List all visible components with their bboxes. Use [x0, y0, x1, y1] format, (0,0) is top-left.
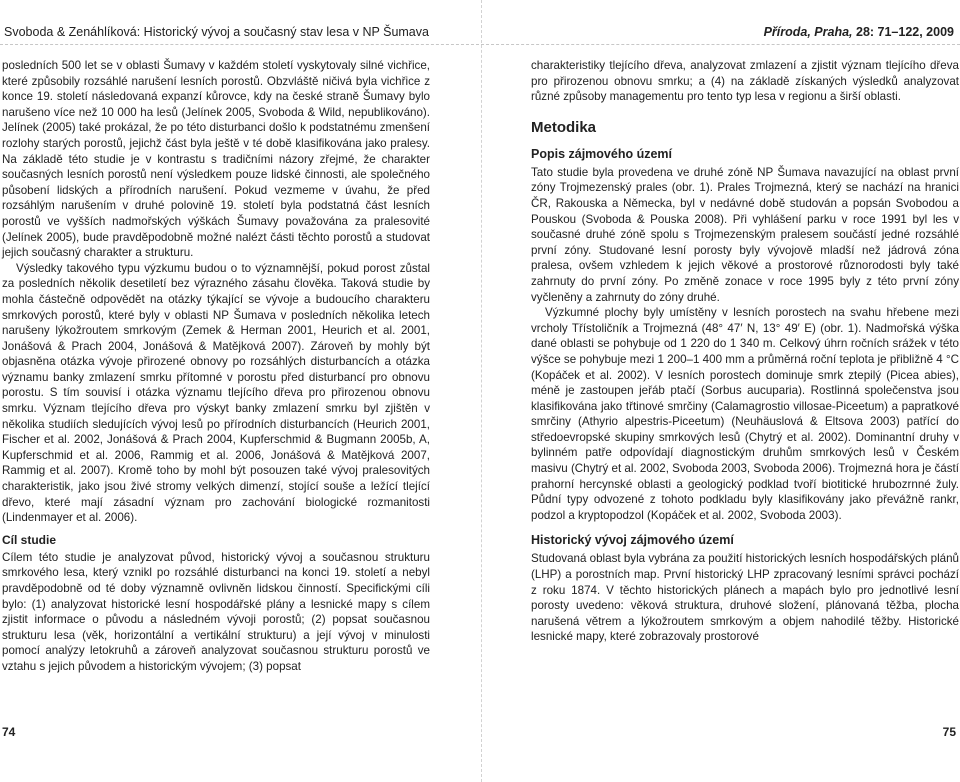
right-page-column [531, 58, 959, 645]
paragraph: Cílem této studie je analyzovat původ, historický vývoj a současnou strukturu smrkového lesa, který vznikl po rozsáhlé disturbanci na konci 19. století a nebyl pravděpodobně od té doby významně ovlivněn lidskou činností. Specifickými cíli bylo: (1) analyzovat historické lesní hospodářské plány a lesnické mapy s cílem zjistit informace o původu a následném vývoji porostů; (2) popsat současnou strukturu lesa (věk, horizontální a vertikální strukturu) a její vývoj v minulosti pomocí analýzy letokruhů a zároveň analyzovat současnou strukturu porostů ve vztahu s jejich původem a historickým vývojem; (3) popsat [2, 550, 430, 673]
section-heading-methods: Metodika [531, 118, 597, 136]
paragraph: Tato studie byla provedena ve druhé zóně NP Šumava navazující na oblast první zóny Trojmezenský prales (obr. 1). Prales Trojmezná, který se nachází na hranici ČR, Rakouska a Německa, byl v nedávné době studován a popsán Svobodou a Pouskou (Svoboda & Pouska 2008). Při vyhlášení parku v roce 1991 byl les v současné druhé zóně spolu s Trojmezenským pralesem součástí jedné rozsáhlé první zóny. Studované lesní porosty byly vývojově mladší než jádrová zóna pralesa, ovšem vzhledem k jejich věkové a prostorové různorodosti byly také zahrnuty do první zóny. Po změně zonace v roce 1995 byly z této první zóny vyčleněny a zahrnuty do zóny druhé. [531, 165, 959, 304]
running-header [0, 0, 960, 46]
paragraph: Výzkumné plochy byly umístěny v lesních porostech na svahu hřebene mezi vrcholy Třístoličník a Trojmezná (48° 47′ N, 13° 49′ E) (obr. 1). Nadmořská výška dané oblasti se pohybuje od 1 220 do 1 340 m. Celkový úhrn ročních srážek v této výšce se pohybuje mezi 1 200–1 400 mm a průměrná roční teplota je přibližně 4 °C (Kopáček et al. 2002). V lesních porostech dominuje smrk ztepilý (Picea abies), méně je zastoupen jeřáb ptačí (Sorbus aucuparia). Rostlinná společenstva jsou klasifikována jako třtinové smrčiny (Calamagrostio villosae-Piceetum) a papratkové smrčiny (Athyrio alpestris-Piceetum) (Neuhäuslová & Eltsova 2003) patřící do středoevropské skupiny smrkových lesů (Chytrý et al. 2002). Dominantní druhy v bylinném patře odpovídají diagnostickým druhům smrkových lesů v Českém masivu (Chytrý et al. 2002, Svoboda 2003, Svoboda 2006). Trojmezná hora je částí prahorní hercynské oblasti a geologický podklad tvoří biotitické hrubozrnné žuly. Půdní typy odvozené z tohoto podkladu byly klasifikovány jako převážně rankr, podzol a kryptopodzol (Kopáček et al. 2002, Svoboda 2003). [531, 306, 959, 522]
paragraph: charakteristiky tlejícího dřeva, analyzovat zmlazení a zjistit význam tlejícího dřeva pro přirozenou obnovu smrku; a (4) na základě získaných výsledků analyzovat různé způsoby managementu pro tento typ lesa v regionu a širší oblasti. [531, 59, 959, 104]
page-gutter [481, 0, 482, 782]
page-number-right: 75 [942, 725, 956, 739]
paragraph: posledních 500 let se v oblasti Šumavy v každém století vyskytovaly silné vichřice, které způsobily rozsáhlé narušení lesních porostů. Obzvláště ničivá byla vichřice z konce 19. století následovaná expanzí kůrovce, kdy na české straně Šumavy bylo narušeno více než 10 000 ha lesů (Jelínek 2005, Svoboda & Wild, nepublikováno). Jelínek (2005) také prokázal, že po této disturbanci došlo k podstatnému zmenšení rozlohy starých porostů, jejichž část byla ještě v té době klasifikována jako pralesy. Na základě této studie je v kontrastu s tradičními názory zřejmé, že charakter současných lesních porostů není výsledkem pouze lidské činnosti, ale společného působení lidských a přírodních narušení. Pokud vezmeme v úvahu, že před rozsáhlým narušením v druhé polovině 19. století byla podstatná část lesních porostů ve vyšších nadmořských výškách Šumavy považována za pralesovité (Jelínek 2005), bude pravděpodobně možné nalézt části těchto porostů a studovat jejich současný charakter a strukturu. [2, 59, 430, 260]
paragraph: Výsledky takového typu výzkumu budou o to významnější, pokud porost zůstal za posledních několik desetiletí bez výrazného zásahu člověka. Taková studie by mohla částečně odpovědět na otázky týkající se vývoje a budoucího charakteru smrkových porostů, které byly v oblasti NP Šumava v posledních několika letech narušeny lýkožroutem smrkovým (Zemek & Herman 2001, Heurich et al. 2001, Jonášová & Prach 2004, Jonášová & Matějková 2007). Zároveň by mohly být objasněna otázka vývoje přirozené obnovy po rozsáhlých disturbancích a otázka významu banky zmlazení smrku přítomné v porostu před disturbancí pro obnovu porostu. S tím souvisí i otázka významu tlejícího dřeva pro přirozenou obnovu smrku. Význam tlejícího dřeva pro výskyt banky zmlazení smrku byl zjištěn v několika studiích sledujících vývoj lesů po přírodních disturbancích (Heurich 2001, Fischer et al. 2002, Jonášová & Prach 2004, Kupferschmid & Bugmann 2005b, A, Kupferschmid et al. 2006, Rammig et al. 2006, Jonášová & Matějková 2007, Rammig et al. 2007). Kromě toho by mohl být posouzen také vývoj pralesovitých charakteristik, jako jsou živé stromy velkých dimenzí, stojící souše a ležící tlející dřevo, které mají zásadní význam pro zachování biologické rozmanitosti (Lindenmayer et al. 2006). [2, 261, 430, 525]
journal-issue: 28: 71–122, 2009 [852, 25, 954, 39]
subsection-heading-area: Popis zájmového území [531, 146, 673, 161]
running-title: Svoboda & Zenáhlíková: Historický vývoj a současný stav lesa v NP Šumava [4, 25, 429, 39]
journal-name: Příroda, Praha, [763, 25, 853, 39]
journal-citation [764, 25, 954, 39]
paragraph: Studovaná oblast byla vybrána za použití historických lesních hospodářských plánů (LHP) a porostních map. První historický LHP zpracovaný lesními správci pochází z roku 1874. V těchto historických plánech a mapách bylo pro jednotlivé lesní porosty uvedeno: věková struktura, druhové složení, plánovaná těžba, plocha narušená větrem a lýkožroutem smrkovým a objem nahodilé těžby. Historické lesnické mapy, které zobrazovaly prostorové [531, 552, 959, 644]
header-rule [0, 44, 960, 45]
page-number-left: 74 [2, 725, 16, 739]
left-page-column [2, 58, 430, 675]
subsection-heading-history: Historický vývoj zájmového území [531, 533, 734, 548]
section-heading-goal: Cíl studie [2, 532, 57, 547]
